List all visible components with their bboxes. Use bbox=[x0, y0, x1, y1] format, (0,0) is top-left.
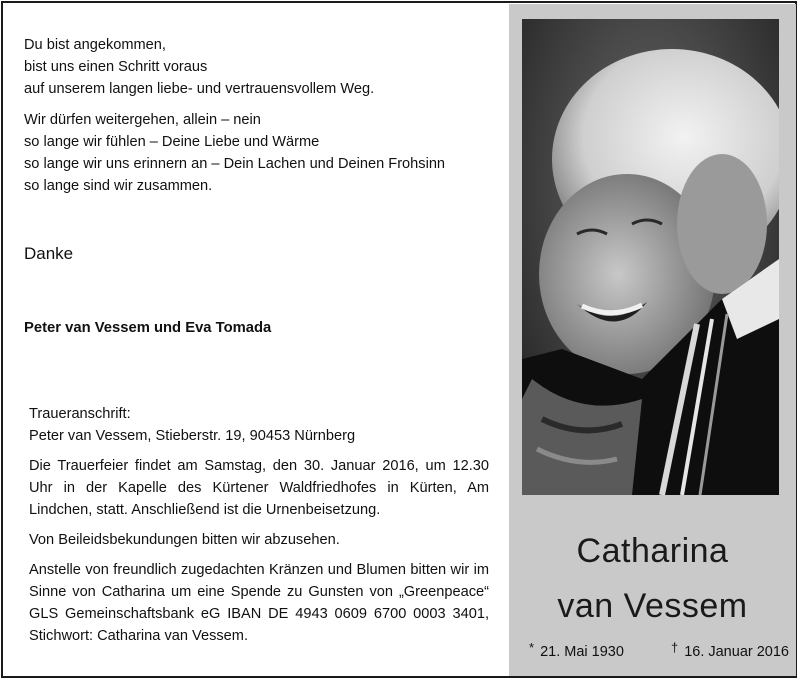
poem-line: Du bist angekommen, bbox=[24, 37, 166, 53]
address: Peter van Vessem, Stieberstr. 19, 90453 Nürnberg bbox=[29, 428, 356, 444]
life-dates bbox=[529, 640, 789, 660]
birth-symbol: * bbox=[529, 640, 535, 655]
portrait-photo bbox=[522, 19, 779, 495]
address-label: Traueranschrift: bbox=[29, 406, 131, 422]
poem-line: Wir dürfen weitergehen, allein – nein bbox=[24, 112, 261, 128]
poem-line: so lange wir uns erinnern an – Dein Lachen und Deinen Frohsinn bbox=[24, 156, 446, 172]
death-date: 16. Januar 2016 bbox=[684, 644, 789, 660]
poem-line: auf unserem langen liebe- und vertrauensvollem Weg. bbox=[24, 81, 375, 97]
poem-stanza-1 bbox=[24, 34, 445, 100]
thanks-text: Danke bbox=[24, 244, 74, 263]
memorial-panel bbox=[509, 4, 796, 676]
birth-date: 21. Mai 1930 bbox=[540, 644, 624, 660]
donation-request: Anstelle von freundlich zugedachten Kränzen und Blumen bitten wir im Sinne von Catharina um eine Spende zu Gunsten von „Greenpeace“ GLS Gemeinschaftsbank eG IBAN DE 4943 0609 6700 0003 3401, Stichwort: Catharina van Vessem. bbox=[29, 562, 489, 644]
signers: Peter van Vessem und Eva Tomada bbox=[24, 320, 272, 336]
poem-stanza-2 bbox=[24, 109, 445, 197]
poem-line: so lange wir fühlen – Deine Liebe und Wärme bbox=[24, 134, 320, 150]
birth-date-group bbox=[529, 640, 624, 660]
poem-line: bist uns einen Schritt voraus bbox=[24, 59, 208, 75]
funeral-notice bbox=[29, 403, 489, 655]
condolence-note: Von Beileidsbekundungen bitten wir abzusehen. bbox=[29, 532, 340, 548]
poem-line: so lange sind wir zusammen. bbox=[24, 178, 213, 194]
death-date-group bbox=[670, 640, 789, 660]
last-name: van Vessem bbox=[557, 587, 748, 625]
ceremony-info: Die Trauerfeier findet am Samstag, den 30. Januar 2016, um 12.30 Uhr in der Kapelle des Kürtener Waldfriedhofes in Kürten, Am Lindchen, statt. Anschließend ist die Urnenbeisetzung. bbox=[29, 458, 489, 518]
first-name: Catharina bbox=[576, 532, 729, 570]
death-symbol: † bbox=[670, 640, 679, 655]
poem bbox=[24, 34, 445, 206]
address-block bbox=[29, 403, 489, 447]
